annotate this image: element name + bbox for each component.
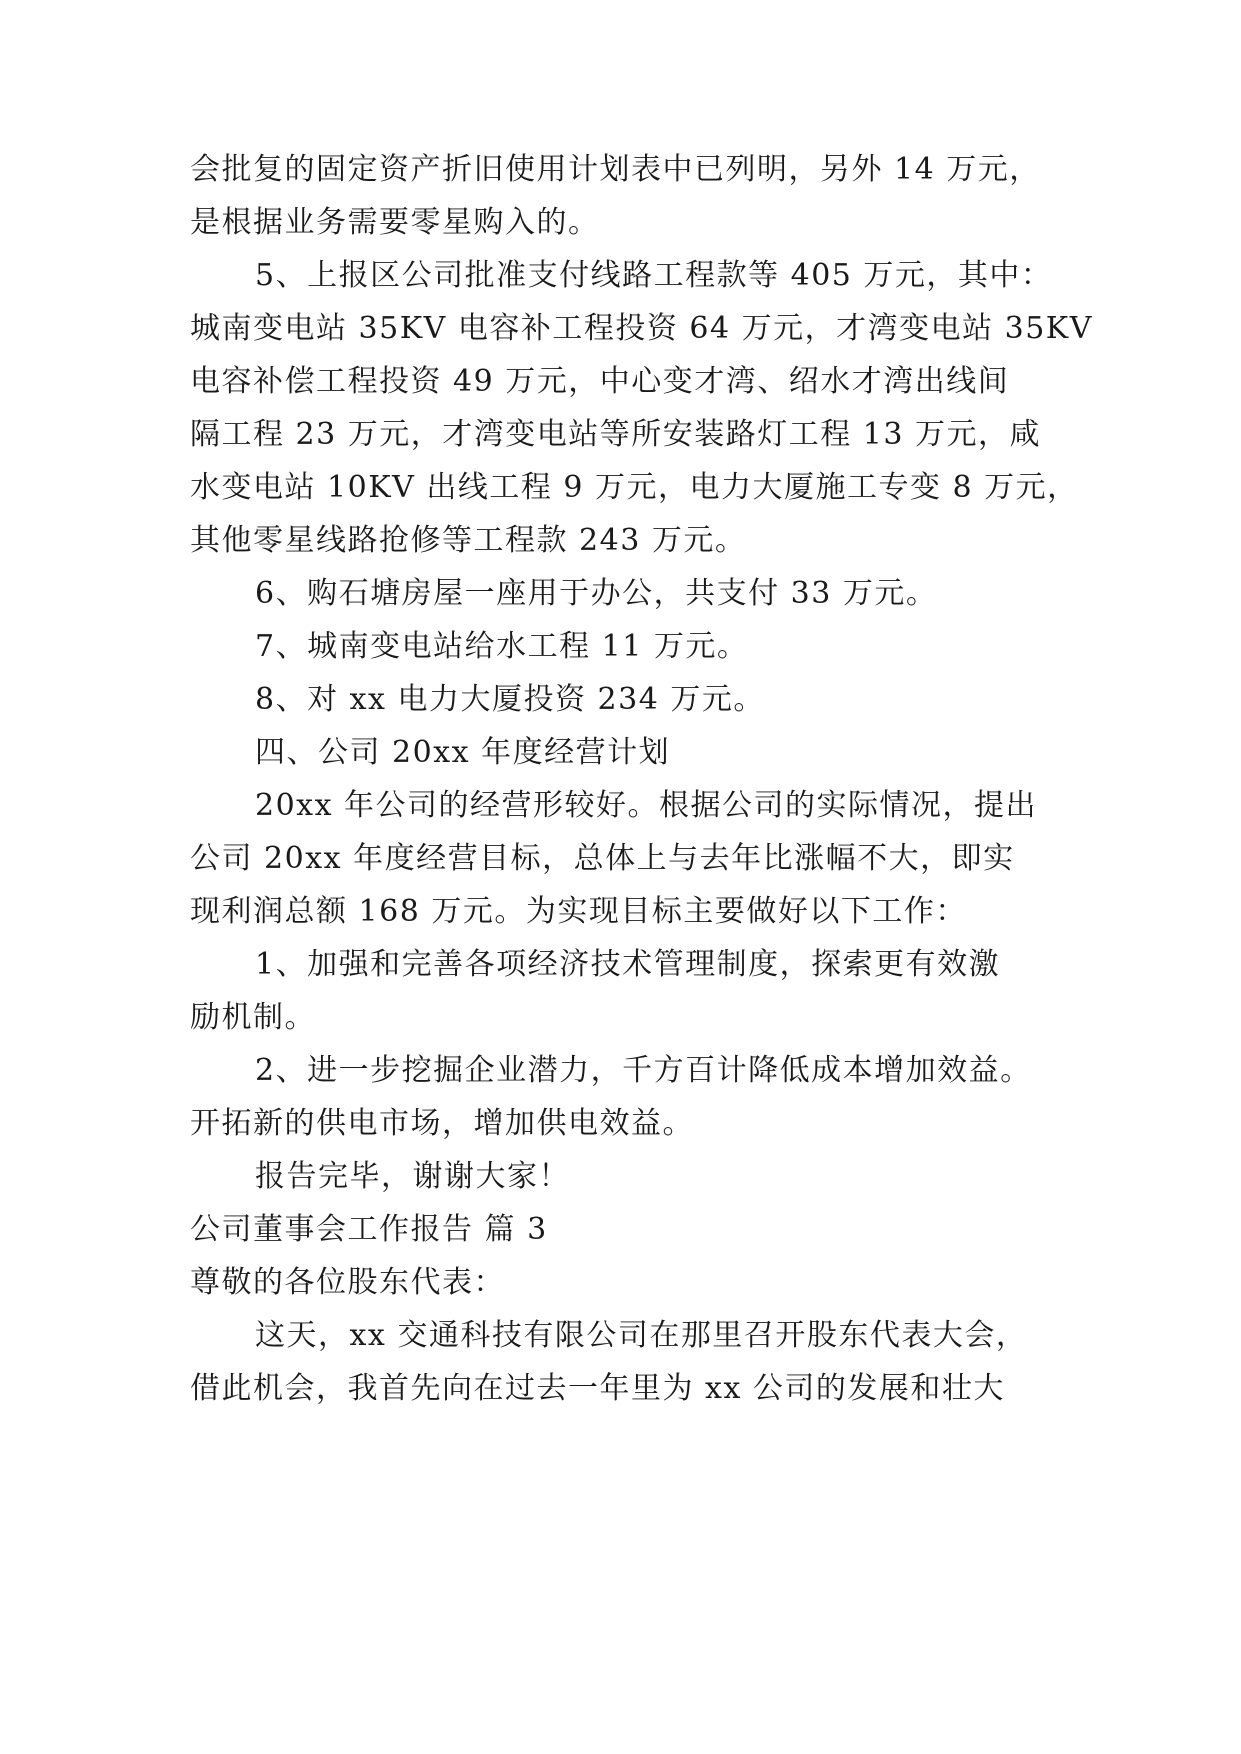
text-line: 其他零星线路抢修等工程款 243 万元。 (190, 523, 747, 558)
list-item: 2、进一步挖掘企业潜力，千方百计降低成本增加效益。 (255, 1053, 1032, 1088)
text-line: 报告完毕，谢谢大家！ (255, 1159, 570, 1194)
salutation: 尊敬的各位股东代表： (190, 1265, 505, 1300)
list-item: 8、对 xx 电力大厦投资 234 万元。 (255, 682, 765, 717)
list-item: 5、上报区公司批准支付线路工程款等 405 万元，其中： (255, 258, 1053, 293)
text-line: 励机制。 (190, 1000, 316, 1035)
text-line: 水变电站 10KV 出线工程 9 万元，电力大厦施工专变 8 万元， (190, 470, 1079, 505)
text-line: 隔工程 23 万元，才湾变电站等所安装路灯工程 13 万元，咸 (190, 417, 1041, 452)
list-item: 1、加强和完善各项经济技术管理制度，探索更有效激 (255, 947, 1001, 982)
text-line: 会批复的固定资产折旧使用计划表中已列明，另外 14 万元， (190, 152, 1041, 187)
text-line: 开拓新的供电市场，增加供电效益。 (190, 1106, 694, 1141)
text-line: 这天，xx 交通科技有限公司在那里召开股东代表大会， (255, 1318, 1028, 1353)
text-line: 城南变电站 35KV 电容补工程投资 64 万元，才湾变电站 35KV (190, 311, 1093, 346)
text-line: 公司 20xx 年度经营目标，总体上与去年比涨幅不大，即实 (190, 841, 1015, 876)
text-line: 是根据业务需要零星购入的。 (190, 205, 600, 240)
list-item: 6、购石塘房屋一座用于办公，共支付 33 万元。 (255, 576, 938, 611)
text-line: 20xx 年公司的经营形较好。根据公司的实际情况，提出 (255, 788, 1038, 823)
section-title: 公司董事会工作报告 篇 3 (190, 1212, 548, 1247)
text-line: 现利润总额 168 万元。为实现目标主要做好以下工作： (190, 894, 967, 929)
section-heading: 四、公司 20xx 年度经营计划 (255, 735, 671, 770)
text-line: 电容补偿工程投资 49 万元，中心变才湾、绍水才湾出线间 (190, 364, 1010, 399)
list-item: 7、城南变电站给水工程 11 万元。 (255, 629, 749, 664)
text-line: 借此机会，我首先向在过去一年里为 xx 公司的发展和壮大 (190, 1371, 1005, 1406)
